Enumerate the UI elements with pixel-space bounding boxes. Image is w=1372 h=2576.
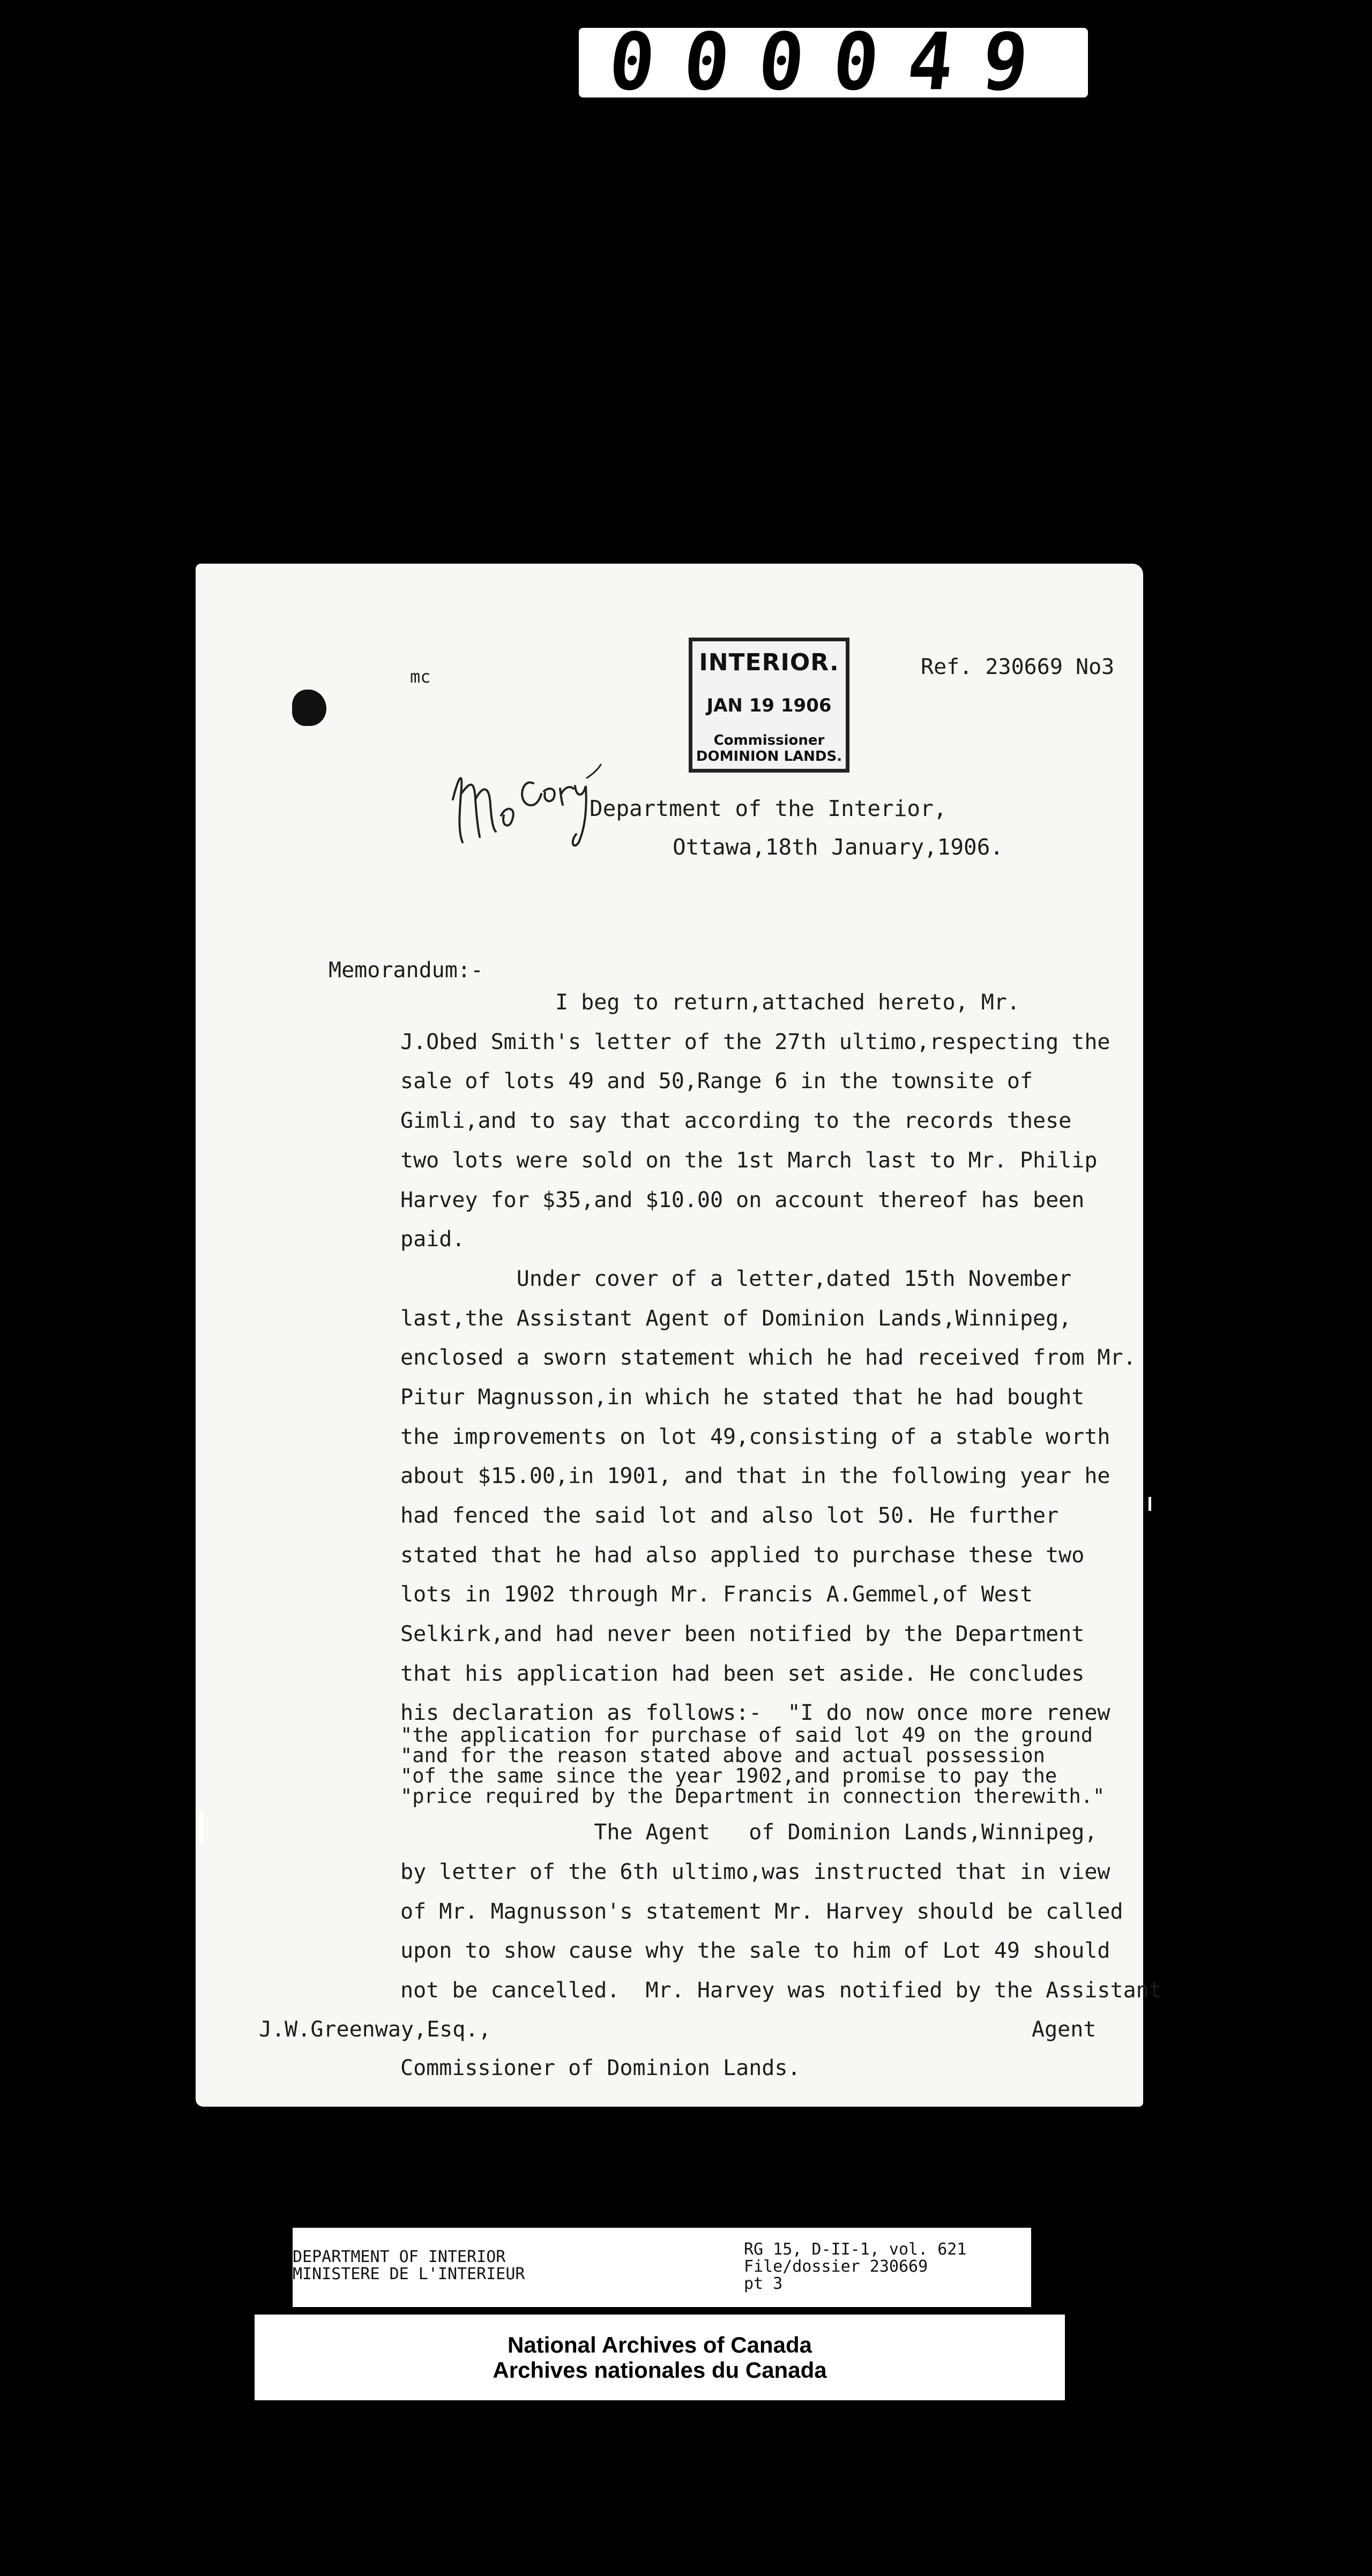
- quote-line: "and for the reason stated above and actual possession: [400, 1744, 1045, 1767]
- stamp-line3: Commissioner: [713, 732, 825, 748]
- body-line: Gimli,and to say that according to the records these: [400, 1109, 1072, 1133]
- body-line: that his application had been set aside. He concludes: [400, 1661, 1085, 1686]
- scan-mark: [1149, 1497, 1151, 1511]
- handwritten-note: [442, 735, 603, 858]
- body-line: the improvements on lot 49,consisting of a stable worth: [400, 1425, 1110, 1449]
- body-line: upon to show cause why the sale to him of Lot 49 should: [400, 1938, 1110, 1963]
- continuation-word: Agent: [1032, 2017, 1097, 2042]
- body-line: sale of lots 49 and 50,Range 6 in the townsite of: [400, 1069, 1033, 1094]
- body-line: enclosed a sworn statement which he had received from Mr.: [400, 1345, 1136, 1370]
- body-line: two lots were sold on the 1st March last to Mr. Philip: [400, 1148, 1098, 1173]
- body-line: J.Obed Smith's letter of the 27th ultimo,respecting the: [400, 1030, 1110, 1054]
- stamp-line1: INTERIOR.: [699, 649, 839, 676]
- body-line: stated that he had also applied to purchase these two: [400, 1543, 1085, 1568]
- national-archives-banner: [255, 2315, 1065, 2400]
- addressee-title: Commissioner of Dominion Lands.: [400, 2056, 801, 2080]
- document-page: [196, 564, 1162, 2107]
- body-line: Selkirk,and had never been notified by the Department: [400, 1622, 1085, 1646]
- frame-number-text: 000049: [605, 16, 1062, 109]
- archive-reference-label: [289, 2225, 1034, 2310]
- label-dept-fr: MINISTERE DE L'INTERIEUR: [293, 2265, 525, 2283]
- body-line: of Mr. Magnusson's statement Mr. Harvey should be called: [400, 1899, 1123, 1924]
- body-line: lots in 1902 through Mr. Francis A.Gemmel,of West: [400, 1582, 1033, 1607]
- frame-number: [579, 16, 1088, 109]
- quote-line: "of the same since the year 1902,and promise to pay the: [400, 1764, 1057, 1787]
- place-date: Ottawa,18th January,1906.: [673, 834, 1004, 860]
- body-line: Pitur Magnusson,in which he stated that he had bought: [400, 1385, 1085, 1410]
- body-line: Harvey for $35,and $10.00 on account thereof has been: [400, 1188, 1085, 1212]
- body-line: had fenced the said lot and also lot 50. He further: [400, 1503, 1059, 1528]
- stamp-date: JAN 19 1906: [706, 695, 832, 716]
- received-stamp: [689, 638, 849, 773]
- addressee-name: J.W.Greenway,Esq.,: [259, 2017, 491, 2042]
- body-line: last,the Assistant Agent of Dominion Lands,Winnipeg,: [400, 1306, 1072, 1331]
- body-line: I beg to return,attached hereto, Mr.: [400, 990, 1020, 1015]
- stamp-line4: DOMINION LANDS.: [696, 748, 842, 765]
- label-record-group: RG 15, D-II-1, vol. 621: [744, 2240, 967, 2259]
- scan-mark: [199, 1811, 204, 1843]
- body-line: The Agent of Dominion Lands,Winnipeg,: [400, 1820, 1098, 1845]
- reference-number: Ref. 230669 No3: [921, 655, 1115, 679]
- body-line: his declaration as follows:- "I do now once more renew: [400, 1701, 1110, 1725]
- body-line: Under cover of a letter,dated 15th November: [400, 1267, 1072, 1291]
- body-line: not be cancelled. Mr. Harvey was notified by the Assistant: [400, 1978, 1162, 2003]
- quote-line: "the application for purchase of said lot 49 on the ground: [400, 1724, 1093, 1747]
- quote-line: "price required by the Department in connection therewith.": [400, 1785, 1105, 1808]
- memorandum-heading: Memorandum:-: [329, 958, 483, 983]
- label-file-number: File/dossier 230669: [744, 2257, 928, 2276]
- archives-name-fr: Archives nationales du Canada: [493, 2357, 827, 2383]
- body-line: about $15.00,in 1901, and that in the following year he: [400, 1464, 1110, 1488]
- label-part: pt 3: [744, 2274, 783, 2293]
- ink-blot: [292, 690, 326, 726]
- department-heading: Department of the Interior,: [590, 796, 947, 821]
- label-dept-en: DEPARTMENT OF INTERIOR: [293, 2248, 506, 2266]
- archives-name-en: National Archives of Canada: [508, 2332, 812, 2357]
- typist-initials: mc: [410, 667, 431, 687]
- body-line: paid.: [400, 1227, 465, 1252]
- body-line: by letter of the 6th ultimo,was instructed that in view: [400, 1860, 1110, 1884]
